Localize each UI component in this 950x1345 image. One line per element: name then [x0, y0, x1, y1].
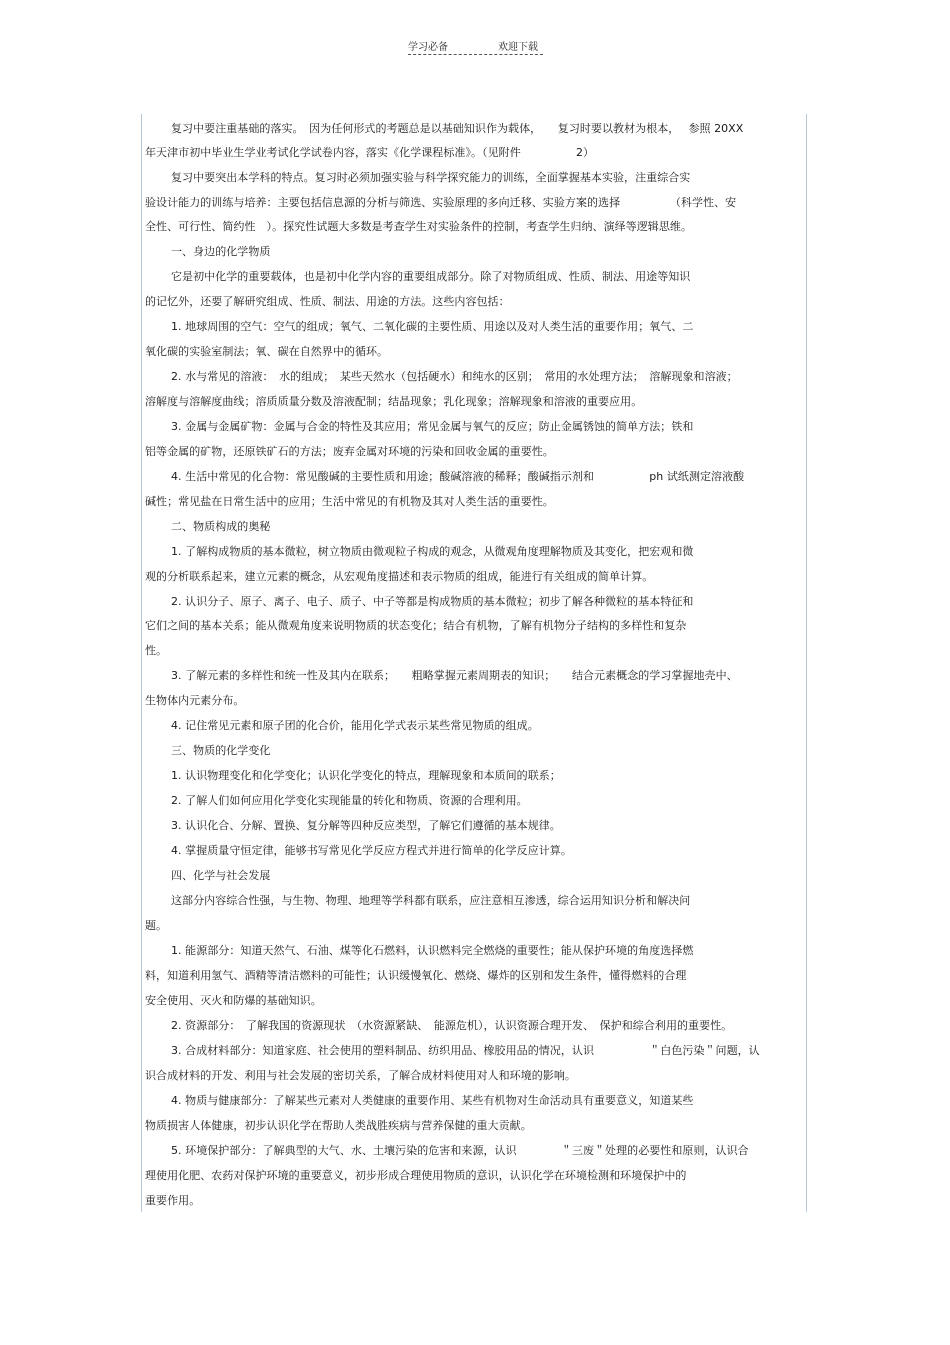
- section-heading: 一、身边的化学物质: [171, 245, 271, 258]
- text-line: 2. 认识分子、原子、离子、电子、质子、中子等都是构成物质的基本微粒；初步了解各种微粒的基本特征和: [171, 595, 694, 608]
- text-line: 1. 能源部分：知道天然气、石油、煤等化石燃料，认识燃料完全燃烧的重要性；能从保护环境的角度选择燃: [171, 944, 694, 957]
- text-line: 4. 生活中常见的化合物：常见酸碱的主要性质和用途；酸碱溶液的稀释；酸碱指示剂和 ph 试纸测定溶液酸: [171, 470, 745, 483]
- text-line: 题。: [145, 919, 168, 932]
- text-line: 这部分内容综合性强，与生物、物理、地理等学科都有联系，应注意相互渗透，综合运用知识分析和解决问: [171, 894, 691, 907]
- text-line: 2. 了解人们如何应用化学变化实现能量的转化和物质、资源的合理利用。: [171, 794, 528, 807]
- text-line: 年天津市初中毕业生学业考试化学试卷内容，落实《化学课程标准》。（见附件 2）: [145, 146, 595, 159]
- header-left-text: 学习必备: [408, 42, 448, 53]
- text-line: 观的分析联系起来，建立元素的概念，从宏观角度描述和表示物质的组成，能进行有关组成的简单计算。: [145, 570, 654, 583]
- text-line: 1. 认识物理变化和化学变化；认识化学变化的特点，理解现象和本质间的联系；: [171, 769, 561, 782]
- text-line: 它是初中化学的重要载体，也是初中化学内容的重要组成部分。除了对物质组成、性质、制法、用途等知识: [171, 270, 691, 283]
- text-line: 2. 资源部分： 了解我国的资源现状 （水资源紧缺、 能源危机），认识资源合理开发、 保护和综合利用的重要性。: [171, 1019, 733, 1032]
- text-line: 2. 水与常见的溶液： 水的组成； 某些天然水（包括硬水）和纯水的区别； 常用的水处理方法； 溶解现象和溶液；: [171, 370, 738, 383]
- text-line: 4. 记住常见元素和原子团的化合价，能用化学式表示某些常见物质的组成。: [171, 719, 539, 732]
- text-line: 铝等金属的矿物，还原铁矿石的方法；废弃金属对环境的污染和回收金属的重要性。: [145, 445, 554, 458]
- text-line: 3. 金属与金属矿物：金属与合金的特性及其应用；常见金属与氧气的反应；防止金属锈蚀的简单方法；铁和: [171, 420, 694, 433]
- text-line: 安全使用、灭火和防爆的基础知识。: [145, 994, 322, 1007]
- text-line: 全性、可行性、简约性 ）。探究性试题大多数是考查学生对实验条件的控制，考查学生归纳、演绎等逻辑思维。: [145, 220, 692, 233]
- text-line: 理使用化肥、农药对保护环境的重要意义，初步形成合理使用物质的意识，认识化学在环境检测和环境保护中的: [145, 1169, 687, 1182]
- text-line: 复习中要注重基础的落实。 因为任何形式的考题总是以基础知识作为载体， 复习时要以教材为根本， 参照 20XX: [171, 122, 744, 135]
- text-line: 1. 地球周围的空气：空气的组成；氧气、二氧化碳的主要性质、用途以及对人类生活的重要作用；氧气、二: [171, 320, 694, 333]
- text-line: 溶解度与溶解度曲线；溶质质量分数及溶液配制；结晶现象；乳化现象；溶解现象和溶液的重要应用。: [145, 395, 643, 408]
- text-line: 3. 认识化合、分解、置换、复分解等四种反应类型，了解它们遵循的基本规律。: [171, 819, 561, 832]
- text-line: 性。: [145, 644, 168, 657]
- text-line: 1. 了解构成物质的基本微粒，树立物质由微观粒子构成的观念，从微观角度理解物质及其变化，把宏观和微: [171, 545, 694, 558]
- text-line: 它们之间的基本关系；能从微观角度来说明物质的状态变化；结合有机物，了解有机物分子结构的多样性和复杂: [145, 619, 687, 632]
- text-line: 3. 合成材料部分：知道家庭、社会使用的塑料制品、纺织用品、橡胶用品的情况，认识 ＂白色污染＂问题，认: [171, 1044, 760, 1057]
- text-line: 4. 物质与健康部分：了解某些元素对人类健康的重要作用、某些有机物对生命活动具有重要意义，知道某些: [171, 1094, 694, 1107]
- text-line: 物质损害人体健康，初步认识化学在帮助人类战胜疾病与营养保健的重大贡献。: [145, 1119, 532, 1132]
- text-line: 碱性；常见盐在日常生活中的应用；生活中常见的有机物及其对人类生活的重要性。: [145, 495, 554, 508]
- section-heading: 二、物质构成的奥秘: [171, 520, 271, 533]
- header-right-text: 欢迎下载: [498, 42, 538, 53]
- header-dashed-rule: [408, 54, 543, 55]
- text-line: 料，知道利用氢气、酒精等清洁燃料的可能性；认识缓慢氧化、燃烧、爆炸的区别和发生条件，懂得燃料的合理: [145, 969, 687, 982]
- text-line: 验设计能力的训练与培养：主要包括信息源的分析与筛选、实验原理的多向迁移、实验方案的选择 （科学性、安: [145, 196, 737, 209]
- text-line: 氧化碳的实验室制法；氧、碳在自然界中的循环。: [145, 345, 389, 358]
- text-line: 4. 掌握质量守恒定律，能够书写常见化学反应方程式并进行简单的化学反应计算。: [171, 844, 572, 857]
- text-line: 重要作用。: [145, 1194, 201, 1207]
- text-line: 复习中要突出本学科的特点。复习时必须加强实验与科学探究能力的训练，全面掌握基本实验，注重综合实: [171, 171, 691, 184]
- text-line: 生物体内元素分布。: [145, 694, 245, 707]
- section-heading: 三、物质的化学变化: [171, 744, 271, 757]
- section-heading: 四、化学与社会发展: [171, 869, 271, 882]
- document-body: [141, 114, 807, 1212]
- text-line: 3. 了解元素的多样性和统一性及其内在联系； 粗略掌握元素周期表的知识； 结合元素概念的学习掌握地壳中、: [171, 669, 738, 682]
- text-line: 识合成材料的开发、利用与社会发展的密切关系，了解合成材料使用对人和环境的影响。: [145, 1069, 576, 1082]
- text-line: 5. 环境保护部分：了解典型的大气、水、土壤污染的危害和来源，认识 ＂三废＂处理的必要性和原则，认识合: [171, 1144, 749, 1157]
- text-line: 的记忆外，还要了解研究组成、性质、制法、用途的方法。这些内容包括：: [145, 295, 510, 308]
